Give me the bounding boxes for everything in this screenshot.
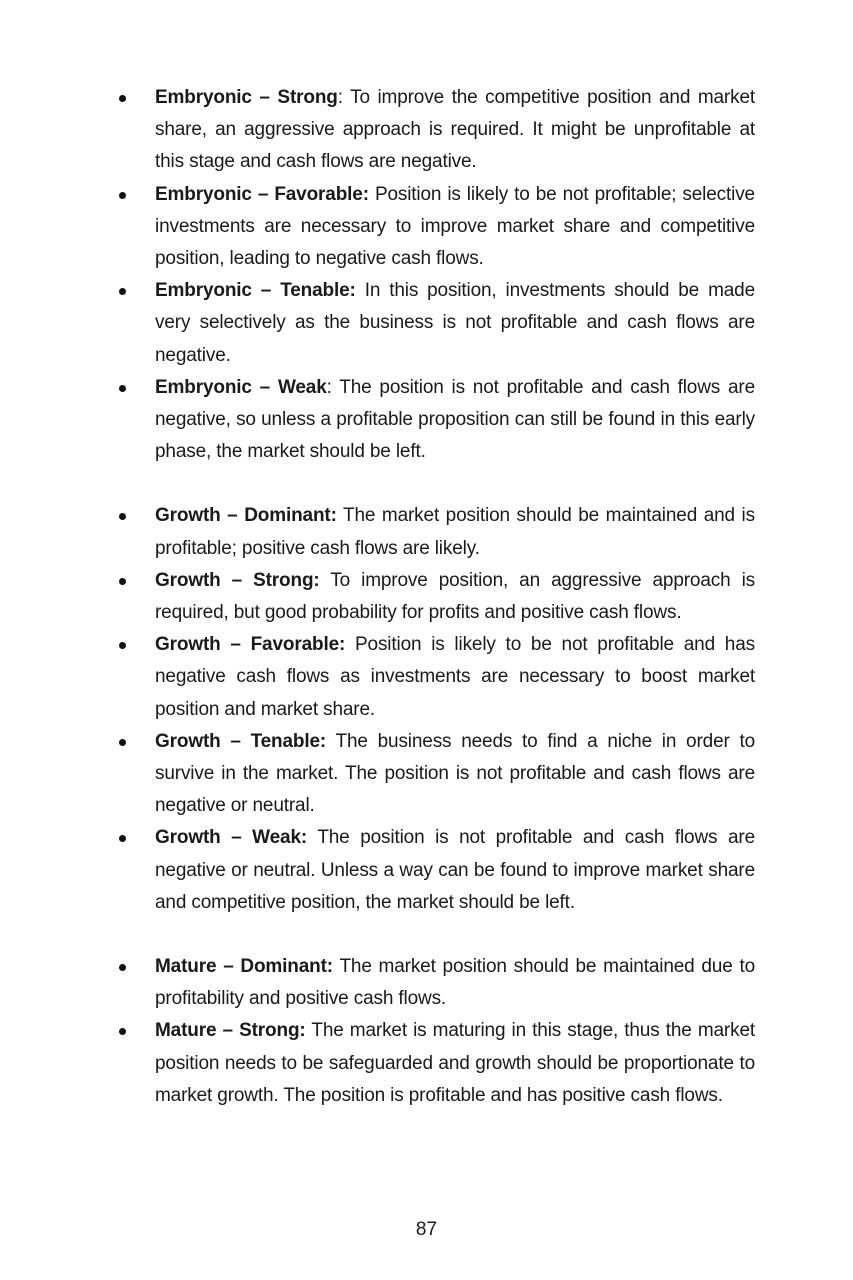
item-separator: [320, 570, 331, 591]
bullet-icon: [119, 578, 126, 585]
bullet-icon: [119, 192, 126, 199]
bullet-icon: [119, 642, 126, 649]
page-number: 87: [415, 1219, 438, 1240]
item-text: The position is not profitable and cash flows are negative or neutral. Unless a way can be found to improve market share and competitive position, the market should be left.: [155, 827, 755, 913]
item-term: Mature – Dominant:: [155, 956, 333, 978]
item-text: The market is maturing in this stage, thus the market position needs to be safeguarded and growth should be proportionate to market growth. The position is profitable and has positive cash flows.: [155, 1020, 755, 1106]
item-term: Growth – Tenable:: [155, 730, 327, 752]
item-term: Growth – Strong:: [155, 569, 320, 591]
list-item: [0, 82, 755, 179]
list-item: [0, 951, 755, 1015]
bullet-icon: [119, 739, 126, 746]
list-item: [0, 629, 755, 726]
list-item: [0, 372, 755, 469]
item-term: Growth – Dominant:: [155, 505, 337, 527]
item-term: Mature – Strong:: [155, 1020, 306, 1042]
list-item: [0, 822, 755, 919]
item-term: Growth – Favorable:: [155, 634, 346, 656]
bullet-group-embryonic: [0, 82, 853, 468]
list-item: [0, 275, 755, 372]
list-item: [0, 1015, 755, 1112]
item-text: In this position, investments should be made very selectively as the business is not profitable and cash flows are negative.: [155, 280, 755, 366]
bullet-icon: [119, 1028, 126, 1035]
list-item: [0, 565, 755, 629]
item-separator: [307, 827, 317, 848]
bullet-icon: [119, 288, 126, 295]
item-separator: [356, 280, 365, 301]
list-item: [0, 726, 755, 823]
item-separator: [326, 731, 335, 752]
item-separator: :: [326, 376, 340, 398]
item-term: Embryonic – Favorable:: [155, 183, 369, 205]
bullet-group-growth: [0, 500, 853, 919]
item-term: Embryonic – Weak: [155, 376, 327, 398]
item-text: Position is likely to be not profitable and has negative cash flows as investments are necessary to boost market position and market share.: [155, 634, 755, 720]
page-content: [0, 82, 853, 1112]
item-text: To improve the competitive position and market share, an aggressive approach is required. It might be unprofitable at this stage and cash flows are negative.: [155, 87, 755, 173]
item-term: Growth – Weak:: [155, 827, 308, 849]
bullet-icon: [119, 385, 126, 392]
item-term: Embryonic – Tenable:: [155, 280, 356, 302]
item-text: The market position should be maintained due to profitability and positive cash flows.: [155, 956, 755, 1010]
bullet-icon: [119, 513, 126, 520]
item-text: To improve position, an aggressive approach is required, but good probability for profits and positive cash flows.: [155, 569, 755, 624]
bullet-group-mature: [0, 951, 853, 1112]
bullet-icon: [119, 95, 126, 102]
item-text: The market position should be maintained and is profitable; positive cash flows are likely.: [155, 505, 755, 559]
list-item: [0, 500, 755, 564]
item-term: Embryonic – Strong: [155, 87, 338, 108]
item-text: The position is not profitable and cash flows are negative, so unless a profitable proposition can still be found in this early phase, the market should be left.: [155, 376, 755, 463]
list-item: [0, 179, 755, 276]
item-text: The business needs to find a niche in order to survive in the market. The position is not profitable and cash flows are negative or neutral.: [155, 730, 755, 817]
item-text: Position is likely to be not profitable; selective investments are necessary to improve market share and competitive position, leading to negative cash flows.: [155, 183, 755, 270]
bullet-icon: [119, 835, 126, 842]
item-separator: [345, 634, 355, 655]
bullet-icon: [119, 964, 126, 971]
item-separator: :: [337, 87, 351, 108]
